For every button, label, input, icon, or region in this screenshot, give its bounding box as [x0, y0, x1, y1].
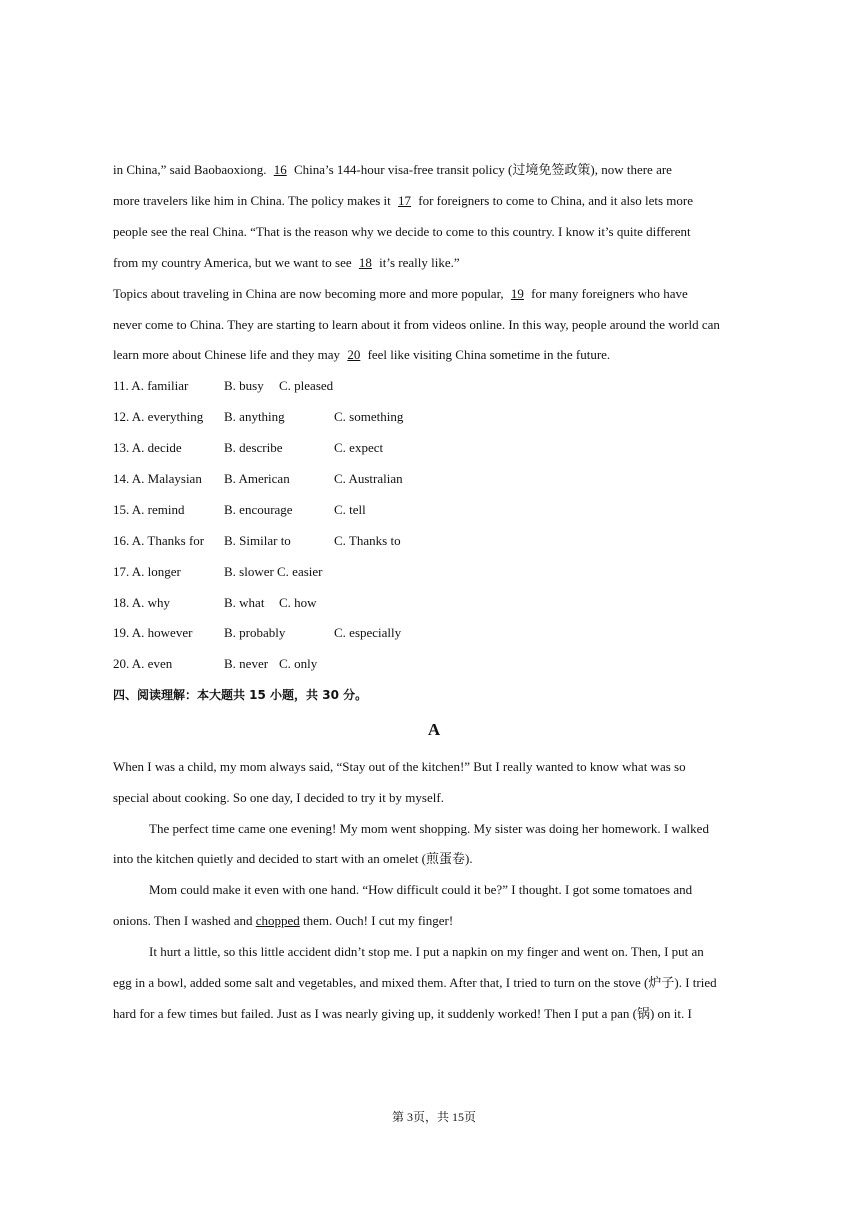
option-a: 11. A. familiar	[113, 378, 189, 393]
blank-17: 17	[398, 193, 411, 208]
text: people see the real China. “That is the reason why we decide to come to this country. I know it’s quite different	[113, 224, 691, 239]
text: never come to China. They are starting to learn about it from videos online. In this way, people around the world can	[113, 317, 720, 332]
option-b: B. what	[224, 595, 265, 610]
cloze-line-1	[113, 162, 672, 178]
passage-line: special about cooking. So one day, I decided to try it by myself.	[113, 790, 444, 805]
cloze-line-6	[113, 317, 720, 333]
blank-16: 16	[273, 162, 287, 177]
option-b: B. probably	[224, 625, 286, 640]
option-c: C. especially	[334, 625, 402, 640]
cloze-line-4	[113, 255, 460, 271]
passage-line: The perfect time came one evening! My mom went shopping. My sister was doing her homework. I walked	[149, 821, 709, 836]
text: for foreigners to come to China, and it also lets more	[415, 193, 693, 208]
option-b: B. busy	[224, 378, 264, 393]
text: them. Ouch! I cut my finger!	[299, 913, 454, 928]
option-b: B. never	[224, 656, 269, 671]
blank-20: 20	[347, 347, 361, 362]
text: learn more about Chinese life and they may	[113, 347, 344, 362]
cloze-line-7	[113, 347, 610, 363]
option-a: 13. A. decide	[113, 440, 182, 455]
option-c: C. expect	[334, 440, 384, 455]
text: for many foreigners who have	[527, 286, 688, 301]
cloze-line-3	[113, 224, 691, 240]
text: in China,” said Baobaoxiong.	[113, 162, 270, 177]
option-c: C. only	[279, 656, 318, 671]
passage-line: hard for a few times but failed. Just as I was nearly giving up, it suddenly worked! Then I put a pan (锅) on it. I	[113, 1006, 692, 1021]
option-c: C. Australian	[334, 471, 403, 486]
option-a: 19. A. however	[113, 625, 193, 640]
option-c: C. easier	[277, 564, 323, 579]
option-c: C. how	[279, 595, 317, 610]
passage-line: into the kitchen quietly and decided to start with an omelet (煎蛋卷).	[113, 851, 473, 866]
passage-line	[113, 913, 453, 929]
option-b: B. American	[224, 471, 290, 486]
text: China’s 144-hour visa-free transit policy (过境免签政策), now there are	[290, 162, 672, 177]
underlined-word: chopped	[255, 913, 300, 928]
passage-line: When I was a child, my mom always said, “Stay out of the kitchen!” But I really wanted to know what was so	[113, 759, 686, 774]
option-b: B. describe	[224, 440, 283, 455]
text: onions. Then I washed and	[113, 913, 256, 928]
option-b: B. slower	[224, 564, 274, 579]
option-a: 14. A. Malaysian	[113, 471, 202, 486]
section-title: 四、阅读理解：本大题共 15 小题，共 30 分。	[113, 688, 368, 702]
cloze-line-2	[113, 193, 693, 209]
passage-heading: A	[427, 720, 441, 739]
option-b: B. anything	[224, 409, 285, 424]
option-c: C. Thanks to	[334, 533, 401, 548]
passage-line: It hurt a little, so this little accident didn’t stop me. I put a napkin on my finger and went on. Then, I put an	[149, 944, 704, 959]
passage-line: Mom could make it even with one hand. “How difficult could it be?” I thought. I got some tomatoes and	[149, 882, 693, 897]
blank-18: 18	[358, 255, 372, 270]
option-b: B. Similar to	[224, 533, 291, 548]
cloze-line-5	[113, 286, 688, 302]
option-c: C. tell	[334, 502, 366, 517]
text: feel like visiting China sometime in the future.	[364, 347, 611, 362]
page-footer: 第 3页，共 15页	[391, 1110, 476, 1124]
option-a: 18. A. why	[113, 595, 171, 610]
option-a: 16. A. Thanks for	[113, 533, 205, 548]
option-a: 17. A. longer	[113, 564, 181, 579]
option-a: 20. A. even	[113, 656, 173, 671]
option-c: C. pleased	[279, 378, 334, 393]
option-b: B. encourage	[224, 502, 293, 517]
option-a: 12. A. everything	[113, 409, 204, 424]
text: more travelers like him in China. The policy makes it	[113, 193, 394, 208]
text: Topics about traveling in China are now becoming more and more popular,	[113, 286, 507, 301]
text: it’s really like.”	[375, 255, 460, 270]
blank-19: 19	[510, 286, 524, 301]
passage-line: egg in a bowl, added some salt and vegetables, and mixed them. After that, I tried to turn on the stove (炉子). I tried	[113, 975, 717, 990]
option-c: C. something	[334, 409, 404, 424]
text: from my country America, but we want to see	[113, 255, 355, 270]
option-a: 15. A. remind	[113, 502, 185, 517]
